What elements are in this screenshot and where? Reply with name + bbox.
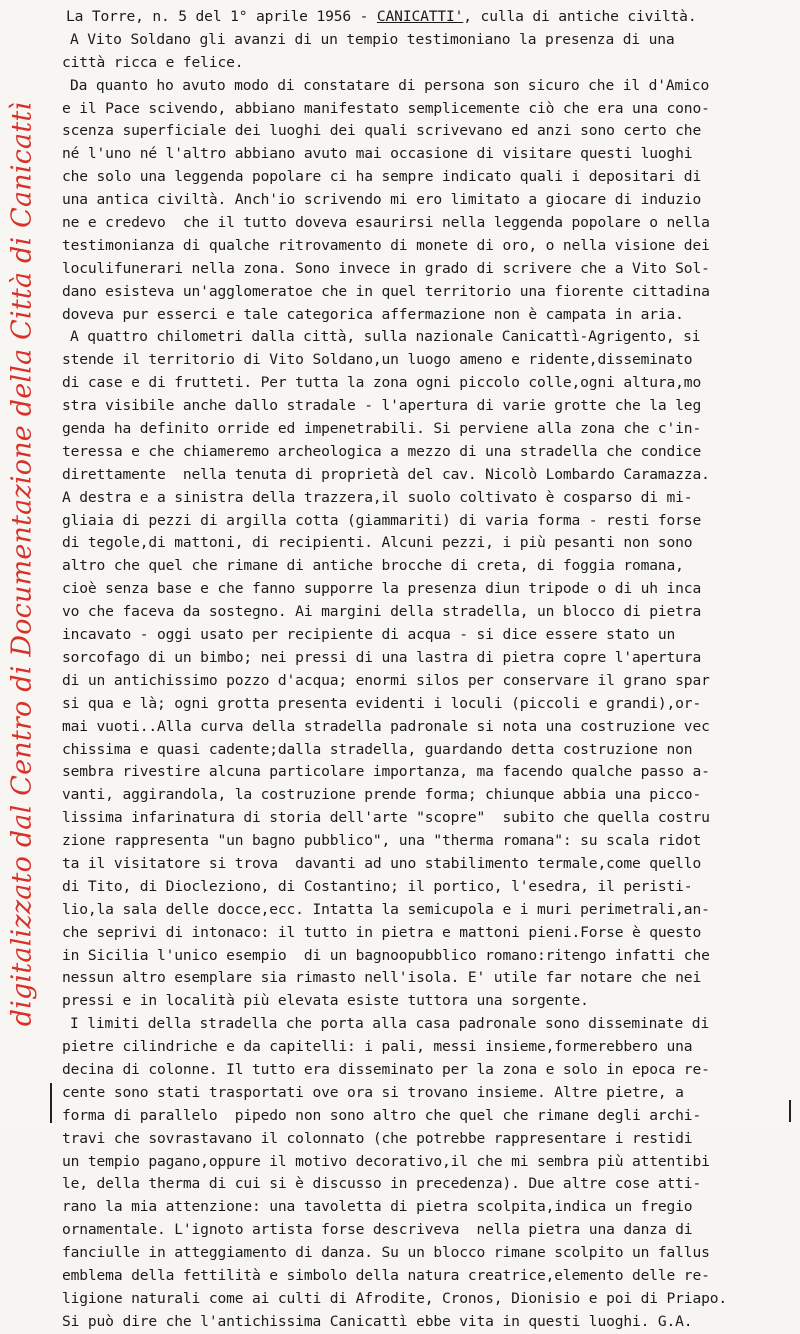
text-line: forma di parallelo pipedo non sono altro che quel che rimane degli archi-	[62, 1106, 702, 1124]
text-line: stra visibile anche dallo stradale - l'apertura di varie grotte che la leg	[62, 397, 702, 415]
text-line: dano esisteva un'agglomeratoe che in quel territorio una fiorente cittadina	[62, 282, 710, 300]
text-line: A destra e a sinistra della trazzera,il suolo coltivato è cosparso di mi-	[62, 488, 693, 506]
text-line: ligione naturali come ai culti di Afrodite, Cronos, Dionisio e poi di Priapo.	[62, 1289, 727, 1307]
title-tagline: , culla di antiche civiltà.	[463, 8, 697, 25]
text-line: teressa e che chiameremo archeologica a mezzo di una stradella che condice	[62, 442, 702, 460]
text-line: nessun altro esemplare sia rimasto nell'isola. E' utile far notare che nei	[62, 969, 702, 987]
text-line: A quattro chilometri dalla città, sulla nazionale Canicattì-Agrigento, si	[70, 328, 701, 346]
text-line: le, della therma di cui si è discusso in precedenza). Due altre cose atti-	[62, 1175, 702, 1193]
text-line: fanciulle in atteggiamento di danza. Su un blocco rimane scolpito un fallus	[62, 1244, 710, 1262]
text-line: altro che quel che rimane di antiche brocche di creta, di foggia romana,	[62, 557, 684, 575]
margin-bracket-left	[50, 1083, 52, 1123]
text-line: di un antichissimo pozzo d'acqua; enormi silos per conservare il grano spar	[62, 671, 710, 689]
text-line: travi che sovrastavano il colonnato (che potrebbe rappresentare i restidi	[62, 1129, 693, 1147]
text-line: sembra rivestire alcuna particolare importanza, ma facendo qualche passo a-	[62, 763, 710, 781]
text-line: scenza superficiale dei luoghi dei quali scrivevano ed anzi sono certo che	[62, 122, 702, 140]
text-line: si qua e là; ogni grotta presenta evidenti i loculi (piccoli e grandi),or-	[62, 694, 702, 712]
text-line: pressi e in località più elevata esiste tuttora una sorgente.	[62, 992, 589, 1010]
text-line: mai vuoti..Alla curva della stradella padronale si nota una costruzione vec	[62, 717, 710, 735]
text-line: cente sono stati trasportati ove ora si trovano insieme. Altre pietre, a	[62, 1083, 684, 1101]
text-line: ne e credevo che il tutto doveva esaurirsi nella leggenda popolare o nella	[62, 214, 710, 232]
text-line: una antica civiltà. Anch'io scrivendo mi ero limitato a giocare di induzio	[62, 191, 702, 209]
text-line: Da quanto ho avuto modo di constatare di persona son sicuro che il d'Amico	[70, 76, 710, 94]
text-line: che seprivi di intonaco: il tutto in pietra e mattoni pieni.Forse è questo	[62, 923, 702, 941]
text-line: stende il territorio di Vito Soldano,un luogo ameno e ridente,disseminato	[62, 351, 693, 369]
text-line: di tegole,di mattoni, di recipienti. Alcuni pezzi, i più pesanti non sono	[62, 534, 693, 552]
text-line: che solo una leggenda popolare ci ha sempre indicato quali i depositari di	[62, 168, 702, 186]
text-line: zione rappresenta "un bagno pubblico", una "therma romana": su scala ridot	[62, 832, 702, 850]
watermark-text: digitalizzato dal Centro di Documentazione della Città di Canicattì	[6, 101, 38, 1027]
text-line: e il Pace scivendo, abbiano manifestato semplicemente ciò che era una cono-	[62, 99, 710, 117]
margin-bracket-right	[789, 1100, 791, 1122]
text-line: lissima infarinatura di storia dell'arte "scopre" subito che quella costru	[62, 809, 710, 827]
text-line: in Sicilia l'unico esempio di un bagnoopubblico romano:ritengo infatti che	[62, 946, 710, 964]
text-line: direttamente nella tenuta di proprietà del cav. Nicolò Lombardo Caramazza.	[62, 465, 710, 483]
text-line: genda ha definito orride ed impenetrabili. Si perviene alla zona che c'in-	[62, 420, 702, 438]
text-line: lio,la sala delle docce,ecc. Intatta la semicupola e i muri perimetrali,an-	[62, 900, 710, 918]
text-line: ta il visitatore si trova davanti ad uno stabilimento termale,come quello	[62, 854, 702, 872]
text-line: ornamentale. L'ignoto artista forse descriveva nella pietra una danza di	[62, 1221, 693, 1239]
text-line: incavato - oggi usato per recipiente di acqua - si dice essere stato un	[62, 626, 676, 644]
text-line: pietre cilindriche e da capitelli: i pali, messi insieme,formerebbero una	[62, 1038, 693, 1056]
text-line: cioè senza base e che fanno supporre la presenza diun tripode o di uh inca	[62, 580, 702, 598]
text-line: testimonianza di qualche ritrovamento di monete di oro, o nella visione dei	[62, 236, 710, 254]
text-line: sorcofago di un bimbo; nei pressi di una lastra di pietra copre l'apertura	[62, 648, 702, 666]
text-line: di Tito, di Diocleziono, di Costantino; il portico, l'esedra, il peristi-	[62, 877, 693, 895]
text-line: doveva pur esserci e tale categorica affermazione non è campata in aria.	[62, 305, 684, 323]
title-source: La Torre, n. 5 del 1° aprile 1956 -	[66, 8, 377, 25]
typewritten-article	[62, 6, 796, 1334]
text-line: vo che faceva da sostegno. Ai margini della stradella, un blocco di pietra	[62, 603, 702, 621]
title-place: CANICATTI'	[376, 8, 464, 25]
text-line: vanti, aggirandola, la costruzione prende forma; chiunque abbia una picco-	[62, 786, 702, 804]
article-title	[62, 6, 796, 29]
text-line: città ricca e felice.	[62, 53, 244, 71]
text-line: emblema della fettilità e simbolo della natura creatrice,elemento delle re-	[62, 1266, 710, 1284]
text-line: loculifunerari nella zona. Sono invece in grado di scrivere che a Vito Sol-	[62, 259, 710, 277]
text-line: di case e di frutteti. Per tutta la zona ogni piccolo colle,ogni altura,mo	[62, 374, 702, 392]
text-line: rano la mia attenzione: una tavoletta di pietra scolpita,indica un fregio	[62, 1198, 693, 1216]
text-line: né l'uno né l'altro abbiano avuto mai occasione di visitare questi luoghi	[62, 145, 693, 163]
text-line: I limiti della stradella che porta alla casa padronale sono disseminate di	[70, 1015, 710, 1033]
text-line: Si può dire che l'antichissima Canicattì ebbe vita in questi luoghi. G.A.	[62, 1312, 693, 1330]
text-line: A Vito Soldano gli avanzi di un tempio testimoniano la presenza di una	[70, 30, 675, 48]
text-line: decina di colonne. Il tutto era disseminato per la zona e solo in epoca re-	[62, 1060, 710, 1078]
article-body	[62, 29, 796, 1334]
text-line: gliaia di pezzi di argilla cotta (giammariti) di varia forma - resti forse	[62, 511, 702, 529]
archive-watermark	[0, 0, 46, 1128]
text-line: un tempio pagano,oppure il motivo decorativo,il che mi sembra più attentibi	[62, 1152, 710, 1170]
text-line: chissima e quasi cadente;dalla stradella, guardando detta costruzione non	[62, 740, 693, 758]
